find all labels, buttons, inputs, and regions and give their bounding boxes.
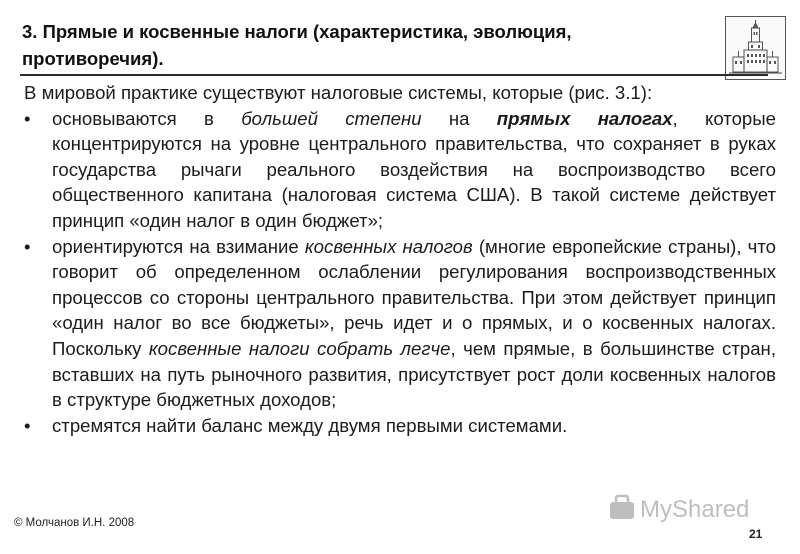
bullet-item: [24, 413, 776, 439]
myshared-watermark: [606, 492, 776, 524]
bullet-item: [24, 106, 776, 234]
intro-paragraph: В мировой практике существуют налоговые системы, которые (рис. 3.1):: [24, 82, 653, 103]
university-building-logo-icon: [725, 16, 786, 80]
bullet-text-segment: основываются в: [52, 107, 242, 129]
bullet-marker: •: [24, 414, 31, 436]
bullet-marker: •: [24, 107, 31, 129]
title-divider: [20, 74, 768, 76]
bullet-text-segment: на: [421, 107, 497, 129]
bullet-text-segment: стремятся найти баланс между двумя первыми системами.: [52, 414, 568, 436]
bullet-text-segment: (многие европейские страны), что говорит об определенном ослаблении регулирования воспроизводственных процессов со стороны центрального правительства. При этом действует принцип «один налог во все бюджеты», речь идет и о прямых, и о косвенных налогах. Поскольку: [52, 235, 776, 359]
bullet-emphasis: косвенные налоги собрать легче: [148, 337, 451, 359]
bullet-text-segment: , которые концентрируются на уровне центрального правительства, что сохраняет в руках государства рычаги реального воздействия на воспроизводство всего общественного капитана (налоговая система США). В такой системе действует принцип «один налог в один бюджет»;: [52, 107, 776, 231]
bullet-item: [24, 234, 776, 413]
bullet-emphasis: косвенных налогов: [304, 235, 473, 257]
watermark-text: MyShared: [640, 496, 750, 523]
copyright-footer: © Молчанов И.Н. 2008: [14, 517, 135, 529]
bullet-strong-emphasis: прямых налогах: [496, 107, 673, 129]
slide-title-line-1: 3. Прямые и косвенные налоги (характеристика, эволюция,: [22, 21, 572, 42]
bullet-text: [52, 106, 776, 234]
slide-body: [24, 80, 776, 438]
bullet-text: [52, 234, 776, 413]
slide-title-line-2: противоречия).: [22, 48, 164, 69]
page-number: 21: [749, 527, 763, 541]
bullet-text: [52, 413, 776, 439]
bullet-text-segment: ориентируются на взимание: [52, 235, 305, 257]
bullet-emphasis: большей степени: [241, 107, 422, 129]
bullet-text-segment: , чем прямые, в большинстве стран, вставших на путь рыночного развития, присутствует рост доли косвенных налогов в структуре бюджетных доходов;: [52, 337, 776, 411]
slide-title: [22, 18, 702, 72]
bullet-marker: •: [24, 235, 31, 257]
